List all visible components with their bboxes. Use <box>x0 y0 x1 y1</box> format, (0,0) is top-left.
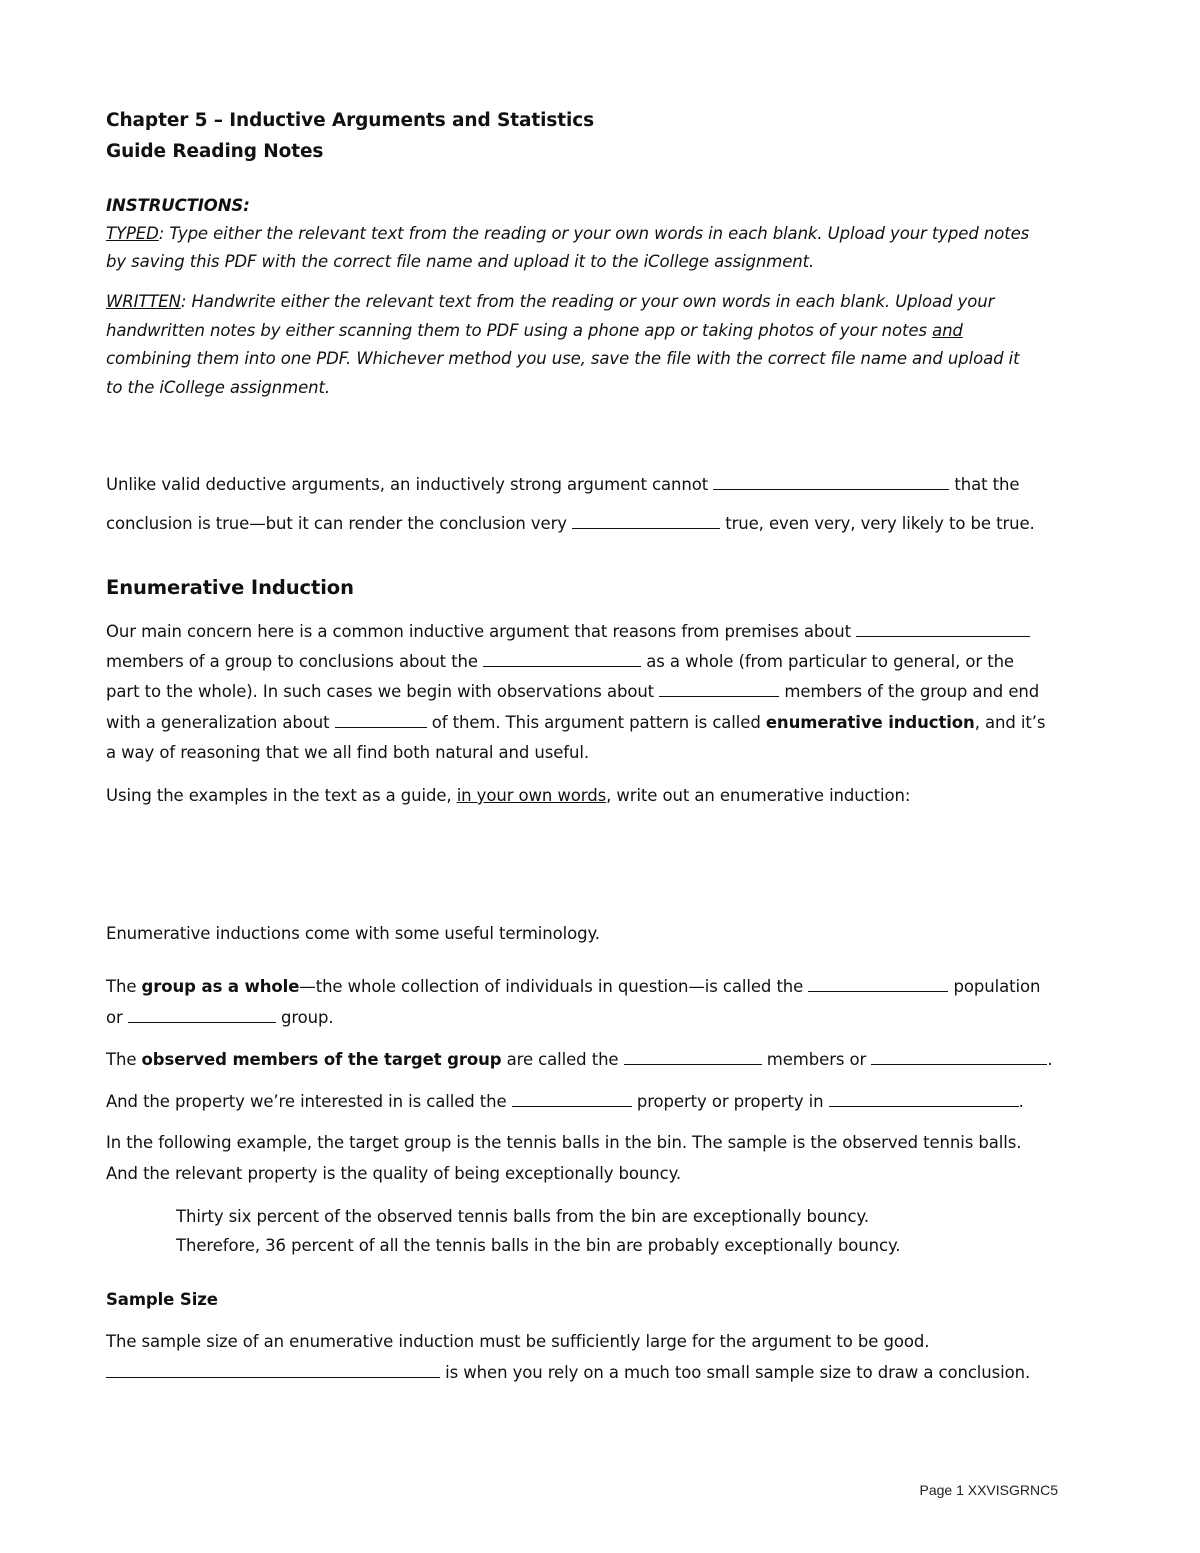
written-text: : Handwrite either the relevant text from the reading or your own words in each blank. Upload your <box>180 292 995 311</box>
section-heading-enumerative: Enumerative Induction <box>106 576 354 599</box>
para1-text: members of a group to conclusions about the <box>106 652 484 671</box>
fill-blank[interactable] <box>624 1048 762 1065</box>
para7-line-1: In the following example, the target group is the tennis balls in the bin. The sample is the observed tennis balls. <box>106 1133 1022 1152</box>
para4-text: The <box>106 977 142 996</box>
intro-line-1 <box>106 473 1019 497</box>
para2-line <box>106 784 910 808</box>
fill-blank[interactable] <box>335 711 427 728</box>
para1-text: members of the group and end <box>779 682 1040 701</box>
instructions-written-line-4: to the iCollege assignment. <box>106 378 331 397</box>
para1-text: part to the whole). In such cases we begin with observations about <box>106 682 660 701</box>
para1-line-2 <box>106 650 1014 674</box>
intro-line-2 <box>106 512 1035 536</box>
document-subtitle: Guide Reading Notes <box>106 141 324 162</box>
para4-line-2 <box>106 1006 334 1030</box>
instructions-typed-line-2: by saving this PDF with the correct file name and upload it to the iCollege assignment. <box>106 252 815 271</box>
fill-blank[interactable] <box>871 1048 1047 1065</box>
sample-size-line-1: The sample size of an enumerative induction must be sufficiently large for the argument to be good. <box>106 1332 930 1351</box>
document-title: Chapter 5 – Inductive Arguments and Statistics <box>106 110 594 131</box>
instructions-label: INSTRUCTIONS: <box>106 196 250 215</box>
term-group-as-whole: group as a whole <box>141 977 300 996</box>
para1-line-1 <box>106 620 1030 644</box>
para6-line <box>106 1090 1024 1114</box>
para1-text: of them. This argument pattern is called <box>426 713 766 732</box>
fill-blank[interactable] <box>659 680 779 697</box>
term-observed-members: observed members of the target group <box>141 1050 502 1069</box>
written-label: WRITTEN <box>106 292 181 311</box>
intro-text-1b: that the <box>949 475 1020 494</box>
section-heading-sample-size: Sample Size <box>106 1290 218 1309</box>
para2-underlined: in your own words <box>456 786 607 805</box>
para5-text: . <box>1047 1050 1053 1069</box>
para5-line <box>106 1048 1053 1072</box>
para4-text: population <box>948 977 1041 996</box>
para4-text: —the whole collection of individuals in question—is called the <box>299 977 809 996</box>
example-premise: Thirty six percent of the observed tennis balls from the bin are exceptionally bouncy. <box>176 1207 869 1226</box>
para1-text: , and it’s <box>974 713 1046 732</box>
written-text-2: handwritten notes by either scanning them to PDF using a phone app or taking photos of your notes <box>106 321 933 340</box>
fill-blank[interactable] <box>829 1090 1019 1107</box>
page-footer: Page 1 XXVISGRNC5 <box>919 1482 1058 1498</box>
para2-text: , write out an enumerative induction: <box>606 786 911 805</box>
fill-blank[interactable] <box>572 512 720 529</box>
para3-line: Enumerative inductions come with some useful terminology. <box>106 924 600 943</box>
fill-blank[interactable] <box>713 473 949 490</box>
fill-blank[interactable] <box>512 1090 632 1107</box>
para6-text: And the property we’re interested in is called the <box>106 1092 512 1111</box>
intro-text-2b: true, even very, very likely to be true. <box>720 514 1035 533</box>
para5-text: The <box>106 1050 142 1069</box>
instructions-typed-line <box>106 222 1029 246</box>
sample-size-text: is when you rely on a much too small sample size to draw a conclusion. <box>440 1363 1031 1382</box>
typed-label: TYPED <box>106 224 159 243</box>
para4-line-1 <box>106 975 1040 999</box>
fill-blank[interactable] <box>106 1361 440 1378</box>
para6-text: . <box>1018 1092 1024 1111</box>
fill-blank[interactable] <box>128 1006 276 1023</box>
example-conclusion: Therefore, 36 percent of all the tennis balls in the bin are probably exceptionally bouncy. <box>176 1236 901 1255</box>
intro-text-2a: conclusion is true—but it can render the conclusion very <box>106 514 573 533</box>
para7-line-2: And the relevant property is the quality of being exceptionally bouncy. <box>106 1164 682 1183</box>
para1-text: as a whole (from particular to general, or the <box>641 652 1014 671</box>
para1-text: with a generalization about <box>106 713 335 732</box>
fill-blank[interactable] <box>808 975 948 992</box>
para1-line-4 <box>106 711 1045 735</box>
para4-text: or <box>106 1008 128 1027</box>
para1-line-5: a way of reasoning that we all find both natural and useful. <box>106 743 589 762</box>
instructions-written-line-2 <box>106 319 963 343</box>
para1-text: Our main concern here is a common inductive argument that reasons from premises about <box>106 622 857 641</box>
para4-text: group. <box>275 1008 334 1027</box>
sample-size-line-2 <box>106 1361 1030 1385</box>
para5-text: members or <box>761 1050 872 1069</box>
para2-text: Using the examples in the text as a guide, <box>106 786 457 805</box>
instructions-written-line-3: combining them into one PDF. Whichever method you use, save the file with the correct file name and upload it <box>106 349 1020 368</box>
para5-text: are called the <box>501 1050 624 1069</box>
written-and: and <box>932 321 963 340</box>
instructions-written-line <box>106 290 994 314</box>
term-enumerative-induction: enumerative induction <box>765 713 975 732</box>
typed-text: : Type either the relevant text from the reading or your own words in each blank. Upload your typed notes <box>158 224 1030 243</box>
para6-text: property or property in <box>631 1092 829 1111</box>
para1-line-3 <box>106 680 1039 704</box>
fill-blank[interactable] <box>856 620 1030 637</box>
fill-blank[interactable] <box>483 650 641 667</box>
intro-text-1a: Unlike valid deductive arguments, an inductively strong argument cannot <box>106 475 714 494</box>
